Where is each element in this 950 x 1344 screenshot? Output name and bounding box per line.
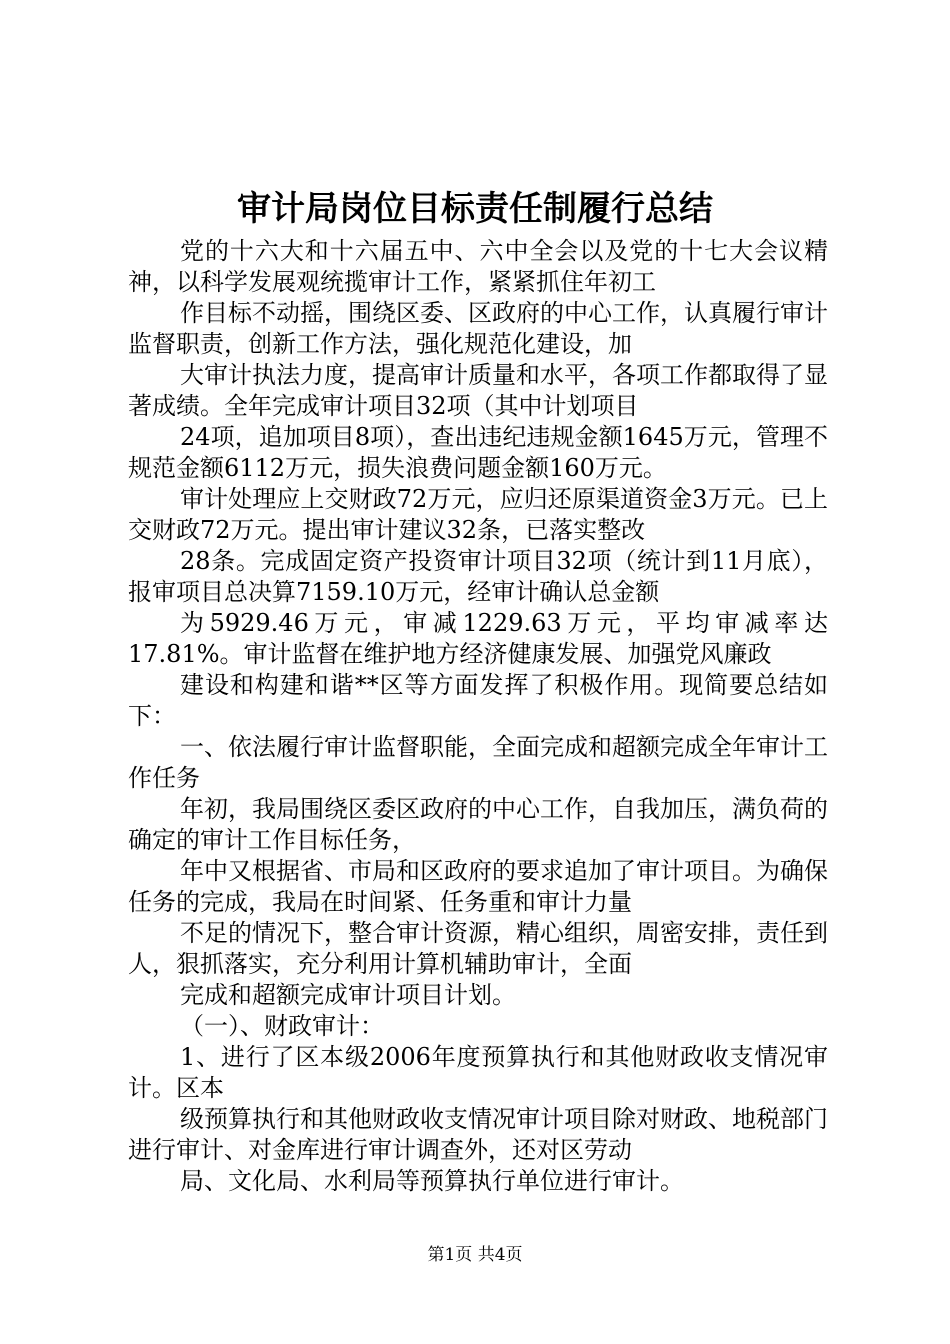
subsection-heading: （一）、财政审计： xyxy=(180,1012,384,1040)
paragraph: 作目标不动摇，围绕区委、区政府的中心工作，认真履行审计监督职责，创新工作方法，强化规范化建设，加 xyxy=(128,299,828,358)
paragraph: 不足的情况下，整合审计资源，精心组织，周密安排，责任到人，狠抓落实，充分利用计算机辅助审计，全面 xyxy=(128,919,828,978)
paragraph: 28条。完成固定资产投资审计项目32项（统计到11月底），报审项目总决算7159.10万元，经审计确认总金额 xyxy=(128,547,828,606)
section-heading: 一、依法履行审计监督职能，全面完成和超额完成全年审计工作任务 xyxy=(128,733,828,792)
paragraph: 局、文化局、水利局等预算执行单位进行审计。 xyxy=(180,1167,684,1195)
paragraph: 年中又根据省、市局和区政府的要求追加了审计项目。为确保任务的完成，我局在时间紧、任务重和审计力量 xyxy=(128,857,828,916)
paragraph: 级预算执行和其他财政收支情况审计项目除对财政、地税部门进行审计、对金库进行审计调查外，还对区劳动 xyxy=(128,1105,828,1164)
document-body xyxy=(128,236,828,1197)
paragraph: 党的十六大和十六届五中、六中全会以及党的十七大会议精神，以科学发展观统揽审计工作，紧紧抓住年初工 xyxy=(128,237,828,296)
paragraph: 为5929.46万元，审减1229.63万元，平均审减率达17.81%。审计监督在维护地方经济健康发展、加强党风廉政 xyxy=(128,609,828,668)
paragraph: 审计处理应上交财政72万元，应归还原渠道资金3万元。已上交财政72万元。提出审计建议32条，已落实整改 xyxy=(128,485,828,544)
paragraph: 建设和构建和谐**区等方面发挥了积极作用。现简要总结如下： xyxy=(128,671,828,730)
paragraph: 24项，追加项目8项），查出违纪违规金额1645万元，管理不规范金额6112万元，损失浪费问题金额160万元。 xyxy=(128,423,828,482)
page-footer: 第1页 共4页 xyxy=(427,1245,523,1265)
document-title: 审计局岗位目标责任制履行总结 xyxy=(237,189,713,229)
paragraph: 年初，我局围绕区委区政府的中心工作，自我加压，满负荷的确定的审计工作目标任务， xyxy=(128,795,828,854)
paragraph: 1、进行了区本级2006年度预算执行和其他财政收支情况审计。区本 xyxy=(128,1043,828,1102)
paragraph: 完成和超额完成审计项目计划。 xyxy=(180,981,516,1009)
paragraph: 大审计执法力度，提高审计质量和水平，各项工作都取得了显著成绩。全年完成审计项目32项（其中计划项目 xyxy=(128,361,828,420)
